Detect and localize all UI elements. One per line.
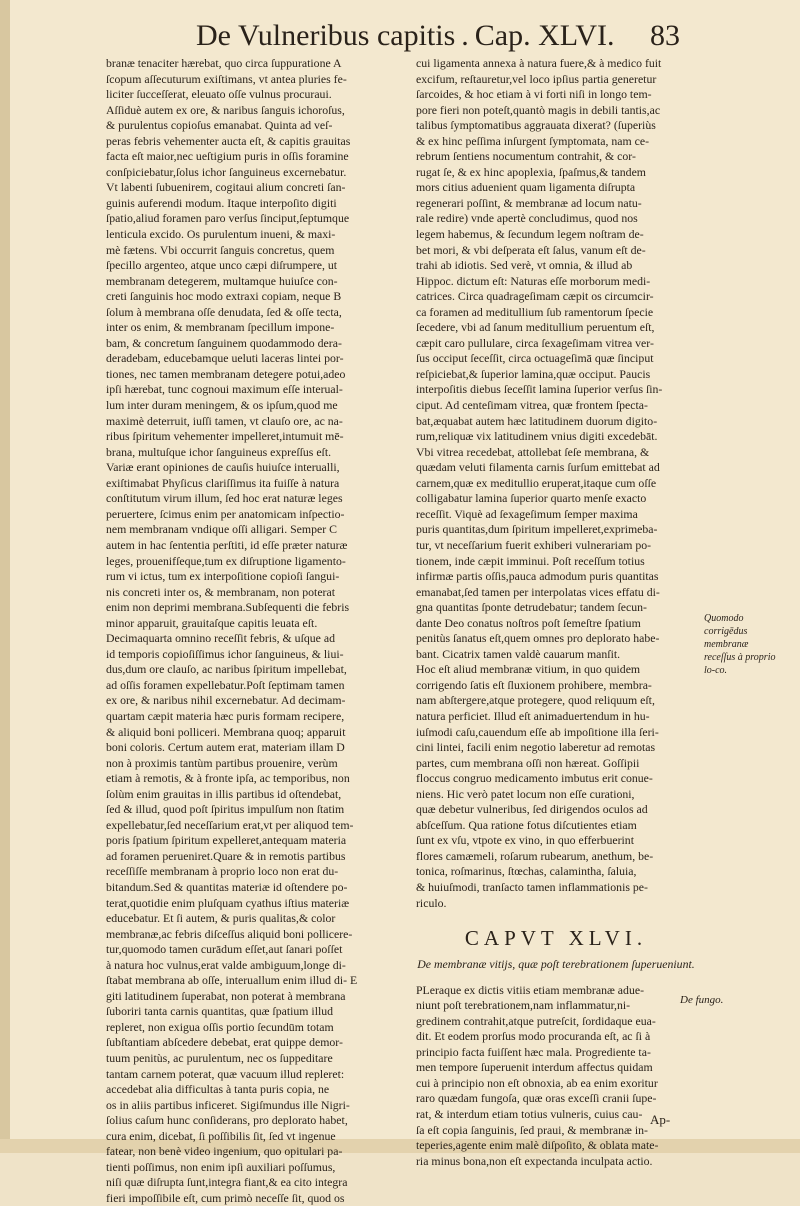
left-column-line: branæ tenaciter hærebat, quo circa ſuppuratione A <box>106 56 342 70</box>
right-column-bottom-line: ria minus bona,non eſt expectanda inculpata actio. <box>416 1153 653 1168</box>
right-column-top-line: tur, vt neceſſarium fuerit exhiberi vulnerariam po- <box>416 537 652 552</box>
right-column-top-line: cui ligamenta annexa à natura fuere,& à medico fuit <box>416 56 662 70</box>
left-column-line: ipſi hærebat, tunc cognoui maximum eſſe interual- <box>106 382 343 397</box>
left-column-line: peras febris vehementer aucta eſt, & capitis grauitas <box>106 133 351 148</box>
right-column-top-line: reſpiciebat,& ſuperior lamina,quæ occiput. Paucis <box>416 366 651 381</box>
left-column-line: tantam carnem poterat, quæ vacuum illud repleret: <box>106 1066 345 1081</box>
left-column-line: lum inter duram meningem, & os ipſum,quod me <box>106 398 338 413</box>
right-column-top-line: infirmæ partis oſſis,pauca admodum puris quantitas <box>416 569 659 584</box>
left-column-line: os in aliis partibus inficeret. Sigiſmundus ille Nigri- <box>106 1097 350 1112</box>
left-column-line: tuum penitùs, ac purulentum, nec os ſuppeditare <box>106 1051 333 1065</box>
left-column-line: ſpatio,aliud foramen paro verſus ſinciput,ſeptumque <box>106 211 350 226</box>
right-column-top-line: ſecedere, vbi ad ſanum meditullium peruentum eſt, <box>416 320 655 335</box>
right-column-top-line: tonica, roſmarinus, ſtœchas, calamintha, ſaluia, <box>416 864 637 879</box>
right-column-top-line: ca foramen ad meditullium ſub ramentorum ſpecie <box>416 304 654 319</box>
right-column-top-line: bant. Cicatrix tamen valdè cauarum manſit. <box>416 646 621 661</box>
left-column-line: membranam detegerem, multamque huiuſce con- <box>106 273 338 288</box>
right-column-top-line: talibus ſymptomatibus aggrauata dixerat? (ſuperiùs <box>416 118 656 133</box>
left-column-line: & aliquid boni polliceri. Membrana quoq; apparuit <box>106 724 346 739</box>
right-column-bottom-line: cui à principio non eſt obnoxia, ab ea enim exoritur <box>416 1075 658 1090</box>
right-text-column <box>416 56 696 1169</box>
right-column-bottom-line: niunt poſt terebrationem,nam inflammatur,ni- <box>416 998 631 1013</box>
left-column-line: poris ſpatium ſpiritum expelleret,antequam materia <box>106 833 347 848</box>
left-column-line: fatear, non benè video ingenium, quo opitulari pa- <box>106 1144 343 1159</box>
chapter-title: CAPVT XLVI. <box>464 926 648 951</box>
left-column-line: giti latitudinem ſuperabat, non poterat à membrana <box>106 988 346 1003</box>
left-column-line: Aſſiduè autem ex ore, & naribus ſanguis ichoroſus, <box>106 102 345 117</box>
left-column-line: enim non deprimi membrana.Subſequenti die febris <box>106 600 350 615</box>
left-column-line: bitandum.Sed & quantitas materiæ id oſtendere po- <box>106 879 348 894</box>
left-column-line: ad oſſis foramen expellebatur.Poſt ſeptimam tamen <box>106 677 345 692</box>
running-head <box>196 18 680 54</box>
left-column-line: bam, & concretum ſanguinem quodammodo dera- <box>106 335 342 350</box>
right-column-top-line: cæpit caro pullulare, circa ſexageſimam vitrea ver- <box>416 335 654 350</box>
right-column-top-line: niens. Hic verò patet locum non eſſe curationi, <box>416 786 635 801</box>
right-column-top-line: Hoc eſt aliud membranæ vitium, in quo quidem <box>416 662 641 677</box>
left-column-line: liciter ſucceſſerat, eleuato oſſe vulnus procuraui. <box>106 87 332 102</box>
right-column-top-line: & huiuſmodi, tranſacto tamen inflammationis pe- <box>416 879 648 894</box>
left-column-line: niſi quæ diſrupta ſunt,integra fiant,& ea cito integra <box>106 1175 348 1190</box>
right-column-top-line: legem habemus, & ſecundum legem noſtram de- <box>416 227 644 242</box>
right-column-bottom-line: raro quædam fungoſa, quæ oras exceſſi cranii ſupe- <box>416 1091 657 1106</box>
right-column-top-line: ſus occiput ſeceſſit, circa octuageſimā quæ ſinciput <box>416 351 654 366</box>
left-column-line: cura enim, dicebat, ſi poſſibilis ſit, ſed vt ingenue <box>106 1128 336 1143</box>
left-column-line: etiam à remotis, & à fronte ipſa, ac temporibus, non <box>106 771 350 786</box>
right-column-top-line: dante Deo conatus noſtros poſt ſemeſtre ſpatium <box>416 615 641 630</box>
left-column-line: ex ore, & naribus nihil excernebatur. Ad decimam- <box>106 693 346 708</box>
left-column-line: ribus ſpiritum vehementer impelleret,intumuit mē- <box>106 429 344 444</box>
right-column-bottom-line: rat, & interdum etiam totius vulneris, cuius cau- <box>416 1107 643 1121</box>
right-column-top-line: rale redire) vnde apertè concludimus, quod nos <box>416 211 638 226</box>
left-column-line: educebatur. Et ſi autem, & puris qualitas,& color <box>106 911 336 926</box>
chapter-subtitle: De membranæ vitijs, quæ poſt terebrationem ſuperueniunt. <box>417 957 695 972</box>
left-column-line: peruertere, ſcimus enim per anatomicam inſpectio- <box>106 506 345 521</box>
left-column-line: facta eſt maior,nec ueſtigium puris in oſſis foramine <box>106 149 349 164</box>
left-column-line: tur,quomodo tamen curādum eſſet,aut ſanari poſſet <box>106 942 343 957</box>
left-column-line: boni coloris. Certum autem erat, materiam illam D <box>106 740 345 755</box>
right-column-top-line: iuſmodi caſu,cauendum eſſe ab impoſitione illa ſeri- <box>416 724 659 739</box>
left-column-line: deradebam, educebamque ueluti laceras lintei por- <box>106 351 344 366</box>
left-column-line: membranæ,ac febris diſceſſus aliquid boni pollicere- <box>106 926 353 941</box>
left-column-line: receſſiſſe membranam à proprio loco non erat du- <box>106 864 339 879</box>
left-column-line: maximè deterruit, iuſſi tamen, vt clauſo ore, ac na- <box>106 413 343 428</box>
right-column-bottom-line: ſa eſt copia ſanguinis, ſed praui, & membranæ in- <box>416 1122 648 1137</box>
page-number: 83 <box>649 19 680 52</box>
right-column-top-line: catrices. Circa quadrageſimam cæpit os circumcir- <box>416 289 654 304</box>
left-column-line: autem in hac ſententia perſtiti, id eſſe præter naturæ <box>106 537 348 552</box>
left-column-line: mè fætens. Vbi occurrit ſanguis concretus, quem <box>106 242 335 257</box>
left-column-line: tienti poſſimus, non enim ipſi auxiliari poſſumus, <box>106 1159 336 1174</box>
left-column-line: fieri impoſſibile eſt, cum primò neceſſe ſit, quod os <box>106 1190 345 1205</box>
right-column-bottom-line: PLeraque ex dictis vitiis etiam membranæ adue- <box>416 982 645 997</box>
right-column-top-line: ſunt ex vſu, vtpote ex vino, in quo efferbuerint <box>416 833 634 848</box>
right-column-top-line: partes, cum membrana oſſi non hæreat. Goſſipii <box>416 755 640 770</box>
left-column-line: ad foramen perueniret.Quare & in remotis partibus <box>106 848 346 863</box>
left-column-line: exiſtimabat Phyſicus clariſſimus ita fuiſſe à natura <box>106 475 340 490</box>
left-column-line: ſpecillo argenteo, atque unco cæpi diſrumpere, ut <box>106 258 338 273</box>
right-column-top-line: & ex hinc peſſima inſurgent ſymptomata, nam ce- <box>416 133 650 148</box>
running-head-title: De Vulneribus capitis <box>196 19 456 52</box>
left-column-line: Variæ erant opiniones de cauſis huiuſce interualli, <box>106 460 340 475</box>
left-column-line: nis concreti inter os, & membranam, non poterat <box>106 584 335 599</box>
right-column-top-line: bat,æquabat autem hæc latitudinem duorum digito- <box>416 413 658 428</box>
right-column-top-line: quædam veluti filamenta carnis ſurſum emittebat ad <box>416 460 660 475</box>
left-column-line: ſtabat membrana ab oſſe, interuallum enim illud di- E <box>106 973 358 988</box>
right-column-top-line: ciput. Ad centeſimam vitrea, quæ frontem ſpecta- <box>416 398 648 413</box>
left-column-line: inter os enim, & membranam ſpecillum impone- <box>106 320 335 335</box>
left-column-line: guinis auferendi modum. Itaque interpoſito digiti <box>106 195 337 210</box>
right-column-bottom-line: dit. Et eodem prorſus modo procuranda eſt, ac ſi à <box>416 1029 651 1044</box>
right-column-top-line: penitùs ſanatus eſt,quem omnes pro deplorato habe- <box>416 631 660 646</box>
margin-note-fungus: De fungo. <box>680 994 724 1006</box>
right-column-top-line: regenerari poſſint, & membranæ ad locum natu- <box>416 195 642 210</box>
left-column-line: ſed & illud, quod poſt ſpiritus impulſum non ſtatim <box>106 802 345 817</box>
right-column-top-line: mors citius aduenient quam ligamenta diſrupta <box>416 180 636 195</box>
left-column-line: Decimaquarta omnino receſſit febris, & uſque ad <box>106 631 335 646</box>
right-column-top-line: trahi ab idiotis. Sed verè, vt omnia, & illud ab <box>416 258 633 273</box>
left-column-line: leges, prouenifſeque,tum ex diſruptione ligamento- <box>106 553 346 568</box>
right-column-top-line: abſceſſum. Qua ratione fotus diſcutientes etiam <box>416 817 637 832</box>
left-column-line: ſolùm enim grauitas in illis partibus id oſtendebat, <box>106 786 342 801</box>
left-column-line: rum vi ictus, tum ex interpoſitione copioſi ſangui- <box>106 569 340 584</box>
left-column-line: creti ſanguinis hoc modo extraxi copiam, neque B <box>106 289 342 304</box>
left-column-line: dus,dum ore clauſo, ac naribus ſpiritum impellebat, <box>106 662 347 677</box>
right-column-top-line: gna quantitas ſponte detrudebatur; tandem ſecun- <box>416 600 647 615</box>
left-column-line: à natura hoc vulnus,erat valde ambiguum,longe di- <box>106 957 346 972</box>
left-column-line: ſolum à membrana oſſe denudata, ſed & oſſe tecta, <box>106 304 342 319</box>
right-column-top-line: excifum, reſtauretur,vel loco ipſius partia generetur <box>416 71 657 86</box>
right-column-bottom-line: teperies,agente enim malè diſpoſito, & oblata mate- <box>416 1138 659 1153</box>
right-column-top-line: Vbi vitrea recedebat, attollebat ſeſe membrana, & <box>416 444 650 459</box>
left-column-line: terat,quotidie enim pluſquam cyathus iſtius materiæ <box>106 895 350 910</box>
left-column-line: nem membranam vndique oſſi alligari. Semper C <box>106 522 337 537</box>
left-column-line: Vt labenti ſubuenirem, cogitaui alium concreti ſan- <box>106 180 346 195</box>
page-edge-left <box>0 0 10 1153</box>
right-column-top-line: cini lintei, facili enim negotio laberetur ad remotas <box>416 740 656 755</box>
right-column-top-line: carnem,quæ ex meditullio eruperat,itaque cum oſſe <box>416 475 657 490</box>
right-column-top-line: rebrum ſentiens nocumentum contrahit, & cor- <box>416 149 636 164</box>
right-column-top-line: puris quantitas,dum ſpiritum impelleret,exprimeba- <box>416 522 658 537</box>
left-column-line: lenticula excido. Os purulentum inueni, & maxi- <box>106 227 336 242</box>
left-column-line: quartam cæpit materia hæc puris formam recipere, <box>106 708 345 723</box>
left-column-line: ſuboriri tanta carnis quantitas, quæ ſpatium illud <box>106 1004 334 1019</box>
right-column-bottom-line: gredinem contrahit,atque putreſcit, ſordidaque eua- <box>416 1013 656 1028</box>
right-column-top-line: receſſit. Viquè ad ſexageſimum ſemper maxima <box>416 506 638 521</box>
right-column-top-text <box>416 56 696 911</box>
right-column-top-line: pore fieri non poteſt,quantò magis in debili tantis,ac <box>416 102 661 117</box>
right-column-top-line: rum,reliquæ vix latitudinem vnius digiti excedebāt. <box>416 429 658 444</box>
left-column-line: ſcopum aſſecuturum exiſtimans, vt antea pluries fe- <box>106 71 347 86</box>
left-column-line: accedebat alia difficultas à tanta puris copia, ne <box>106 1082 330 1097</box>
right-column-top-line: riculo. <box>416 895 447 910</box>
right-column-top-line: tionem, inde cæpit imminui. Poſt receſſum totius <box>416 553 645 568</box>
right-column-top-line: Hippoc. dictum eſt: Naturas eſſe morborum medi- <box>416 273 651 288</box>
right-column-top-line: nam abſtergere,atque protegere, quod reliquum eſt, <box>416 693 655 708</box>
left-column-line: repleret, non exigua oſſis portio ſecundūm totam <box>106 1019 334 1034</box>
right-column-top-line: quæ debetur vulneribus, ſed dirigendos oculos ad <box>416 802 648 817</box>
left-column-line: expellebatur,ſed neceſſarium erat,vt per aliquod tem- <box>106 817 354 832</box>
left-column-line: conſtitutum virum illum, ſed hoc erat naturæ leges <box>106 491 343 506</box>
right-column-top-line: ſarcoides, & hoc etiam à vi forti niſi in longo tem- <box>416 87 652 102</box>
catchword: Ap- <box>650 1112 671 1127</box>
right-column-bottom-line: men tempore ſuperuenit interdum affectus quidam <box>416 1060 653 1075</box>
left-column-line: ſubſtantiam abſcedere debebat, erat quippe demor- <box>106 1035 343 1050</box>
margin-note-correction: Quomodo corrigēdus membranæ receſſus à proprio lo-co. <box>704 613 776 676</box>
left-column-line: minor apparuit, grauitaſque capitis leuata eſt. <box>106 615 318 630</box>
right-column-top-line: rugat ſe, & ex hinc apoplexia, ſpaſmus,& tandem <box>416 164 646 179</box>
right-column-bottom-line: principio facta fuiſſent hæc mala. Progrediente ta- <box>416 1044 651 1059</box>
left-column-line: ſolius caſum hunc conſiderans, pro deplorato habet, <box>106 1113 348 1128</box>
right-column-top-line: corrigendo ſatis eſt ſluxionem prohibere, membra- <box>416 677 652 692</box>
header-separator: . <box>461 19 469 52</box>
right-column-top-line: emanabat,ſed tamen per interpolatas vices effatu di- <box>416 584 660 599</box>
right-column-top-line: interpoſitis diebus ſeceſſit lamina ſuperior verſus ſin- <box>416 382 663 397</box>
left-column-line: conſpiciebatur,ſolus ichor ſanguineus excernebatur. <box>106 164 347 179</box>
right-column-top-line: natura perficiet. Illud eſt animaduertendum in hu- <box>416 708 650 723</box>
left-text-column <box>106 56 376 1206</box>
left-column-line: brana, multuſque ichor ſanguineus expreſſus eſt. <box>106 444 332 459</box>
running-head-chapter: Cap. XLVI. <box>474 19 615 52</box>
left-column-line: tiones, nec tamen membranam detegere potui,adeo <box>106 366 346 381</box>
right-column-top-line: bet mori, & vbi deſperata eſt ſalus, vanum eſt de- <box>416 242 646 257</box>
right-column-top-line: floccus congruo medicamento imbutus erit conue- <box>416 771 653 786</box>
left-column-line: & purulentus copioſus emanabat. Quinta ad veſ- <box>106 118 333 133</box>
left-column-line: id temporis copioſiſſimus ichor ſanguineus, & liui- <box>106 646 344 661</box>
left-column-line: non à proximis tantùm partibus prouenire, verùm <box>106 755 338 770</box>
right-column-bottom-text <box>416 983 696 1170</box>
right-column-top-line: colligabatur lamina ſuperior quarto menſe exacto <box>416 491 647 506</box>
right-column-top-line: flores camæmeli, roſarum rubearum, anethum, be- <box>416 848 654 863</box>
